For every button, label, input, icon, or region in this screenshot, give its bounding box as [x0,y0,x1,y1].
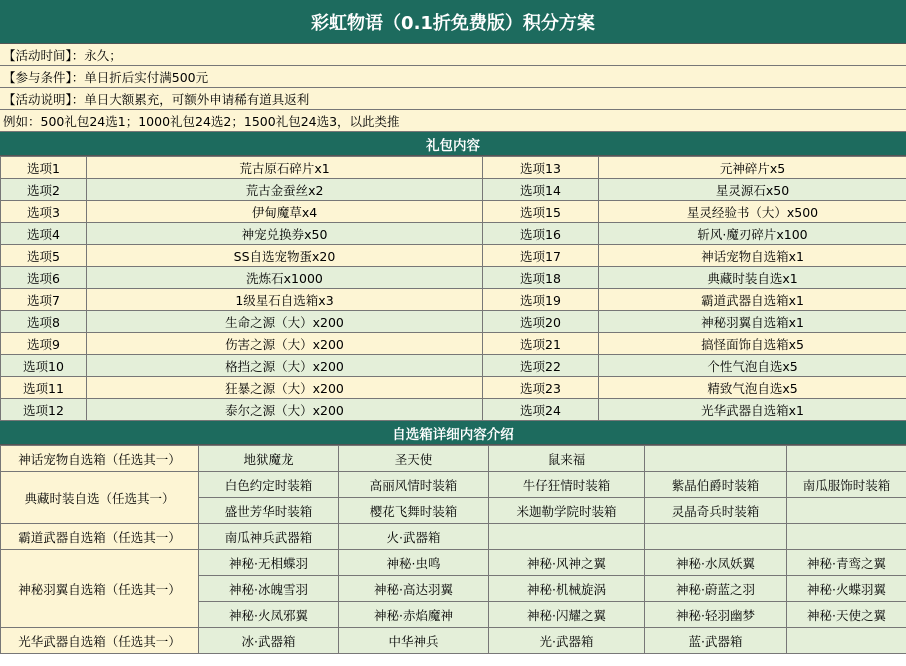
detail-cell: 圣天使 [339,446,489,472]
option-label: 选项9 [1,333,87,355]
glory-box-label: 光华武器自选箱（任选其一） [1,628,199,654]
option-label: 选项11 [1,377,87,399]
detail-cell: 中华神兵 [339,628,489,654]
detail-row-wing [1,550,906,576]
gift-item: 个性气泡自选x5 [599,355,906,377]
activity-time: 【活动时间】：永久； [0,44,906,66]
detail-cell: 神秘·风神之翼 [489,550,645,576]
gift-item: 格挡之源（大）x200 [87,355,483,377]
gift-item: 生命之源（大）x200 [87,311,483,333]
option-label: 选项7 [1,289,87,311]
detail-cell: 冰·武器箱 [199,628,339,654]
detail-cell: 高丽风情时装箱 [339,472,489,498]
gift-item: 荒古原石碎片x1 [87,157,483,179]
detail-cell: 米迦勒学院时装箱 [489,498,645,524]
option-label: 选项23 [483,377,599,399]
detail-cell: 神秘·高达羽翼 [339,576,489,602]
gift-item: 光华武器自选箱x1 [599,399,906,421]
gift-item: SS自选宠物蛋x20 [87,245,483,267]
gift-row [1,333,906,355]
detail-cell [787,498,906,524]
option-label: 选项8 [1,311,87,333]
detail-cell: 神秘·火蝶羽翼 [787,576,906,602]
gift-item: 荒古金蚕丝x2 [87,179,483,201]
gift-item: 神秘羽翼自选箱x1 [599,311,906,333]
detail-cell: 灵晶奇兵时装箱 [645,498,787,524]
example-note: 例如：500礼包24选1；1000礼包24选2；1500礼包24选3，以此类推 [0,110,906,132]
detail-cell: 盛世芳华时装箱 [199,498,339,524]
activity-description: 【活动说明】：单日大额累充，可额外申请稀有道具返利 [0,88,906,110]
participation-condition: 【参与条件】：单日折后实付满500元 [0,66,906,88]
detail-cell [645,446,787,472]
gift-item: 伤害之源（大）x200 [87,333,483,355]
gift-section-header: 礼包内容 [0,132,906,156]
option-label: 选项4 [1,223,87,245]
option-label: 选项18 [483,267,599,289]
gift-row [1,201,906,223]
option-label: 选项6 [1,267,87,289]
gift-item: 元神碎片x5 [599,157,906,179]
gift-row [1,355,906,377]
gift-item: 搞怪面饰自选箱x5 [599,333,906,355]
detail-table [0,445,906,654]
gift-item: 狂暴之源（大）x200 [87,377,483,399]
gift-item: 精致气泡自选x5 [599,377,906,399]
detail-cell: 神秘·天使之翼 [787,602,906,628]
option-label: 选项12 [1,399,87,421]
detail-cell: 神秘·水凤妖翼 [645,550,787,576]
option-label: 选项2 [1,179,87,201]
gift-row [1,311,906,333]
detail-cell: 神秘·赤焰魔神 [339,602,489,628]
detail-cell: 樱花飞舞时装箱 [339,498,489,524]
detail-cell: 神秘·火凤邪翼 [199,602,339,628]
detail-cell: 南瓜服饰时装箱 [787,472,906,498]
weapon-box-label: 霸道武器自选箱（任选其一） [1,524,199,550]
detail-cell: 神秘·虫鸣 [339,550,489,576]
gift-item: 伊甸魔草x4 [87,201,483,223]
wing-box-label: 神秘羽翼自选箱（任选其一） [1,550,199,628]
option-label: 选项5 [1,245,87,267]
detail-row-costume [1,472,906,498]
detail-row-weapon [1,524,906,550]
detail-cell: 神秘·闪耀之翼 [489,602,645,628]
detail-cell: 神秘·轻羽幽梦 [645,602,787,628]
detail-cell: 地狱魔龙 [199,446,339,472]
detail-cell: 神秘·蔚蓝之羽 [645,576,787,602]
gift-item: 斩风·魔刃碎片x100 [599,223,906,245]
detail-cell: 白色约定时装箱 [199,472,339,498]
gift-item: 1级星石自选箱x3 [87,289,483,311]
detail-row-pet [1,446,906,472]
detail-cell: 光·武器箱 [489,628,645,654]
option-label: 选项20 [483,311,599,333]
detail-cell: 鼠来福 [489,446,645,472]
gift-item: 星灵经验书（大）x500 [599,201,906,223]
detail-cell: 神秘·青鸾之翼 [787,550,906,576]
option-label: 选项17 [483,245,599,267]
gift-item: 泰尔之源（大）x200 [87,399,483,421]
gift-item: 神宠兑换券x50 [87,223,483,245]
option-label: 选项13 [483,157,599,179]
detail-cell: 牛仔狂情时装箱 [489,472,645,498]
detail-cell [489,524,645,550]
gift-row [1,245,906,267]
option-label: 选项16 [483,223,599,245]
option-label: 选项19 [483,289,599,311]
option-label: 选项15 [483,201,599,223]
gift-row [1,179,906,201]
gift-table [0,156,906,421]
gift-row [1,157,906,179]
option-label: 选项3 [1,201,87,223]
detail-cell [787,628,906,654]
detail-cell: 紫晶伯爵时装箱 [645,472,787,498]
detail-cell: 神秘·机械旋涡 [489,576,645,602]
detail-cell: 神秘·无相蝶羽 [199,550,339,576]
gift-item: 神话宠物自选箱x1 [599,245,906,267]
gift-row [1,267,906,289]
gift-item: 洗炼石x1000 [87,267,483,289]
gift-item: 典藏时装自选x1 [599,267,906,289]
option-label: 选项1 [1,157,87,179]
gift-row [1,289,906,311]
costume-box-label: 典藏时装自选（任选其一） [1,472,199,524]
detail-row-glory [1,628,906,654]
pet-box-label: 神话宠物自选箱（任选其一） [1,446,199,472]
detail-section-header: 自选箱详细内容介绍 [0,421,906,445]
option-label: 选项14 [483,179,599,201]
gift-item: 霸道武器自选箱x1 [599,289,906,311]
detail-cell: 火·武器箱 [339,524,489,550]
gift-row [1,399,906,421]
option-label: 选项10 [1,355,87,377]
gift-row [1,223,906,245]
gift-row [1,377,906,399]
option-label: 选项21 [483,333,599,355]
option-label: 选项22 [483,355,599,377]
detail-cell: 蓝·武器箱 [645,628,787,654]
detail-cell: 神秘·冰魄雪羽 [199,576,339,602]
detail-cell [645,524,787,550]
detail-cell [787,524,906,550]
gift-item: 星灵源石x50 [599,179,906,201]
page-title: 彩虹物语（0.1折免费版）积分方案 [0,0,906,44]
option-label: 选项24 [483,399,599,421]
detail-cell: 南瓜神兵武器箱 [199,524,339,550]
detail-cell [787,446,906,472]
